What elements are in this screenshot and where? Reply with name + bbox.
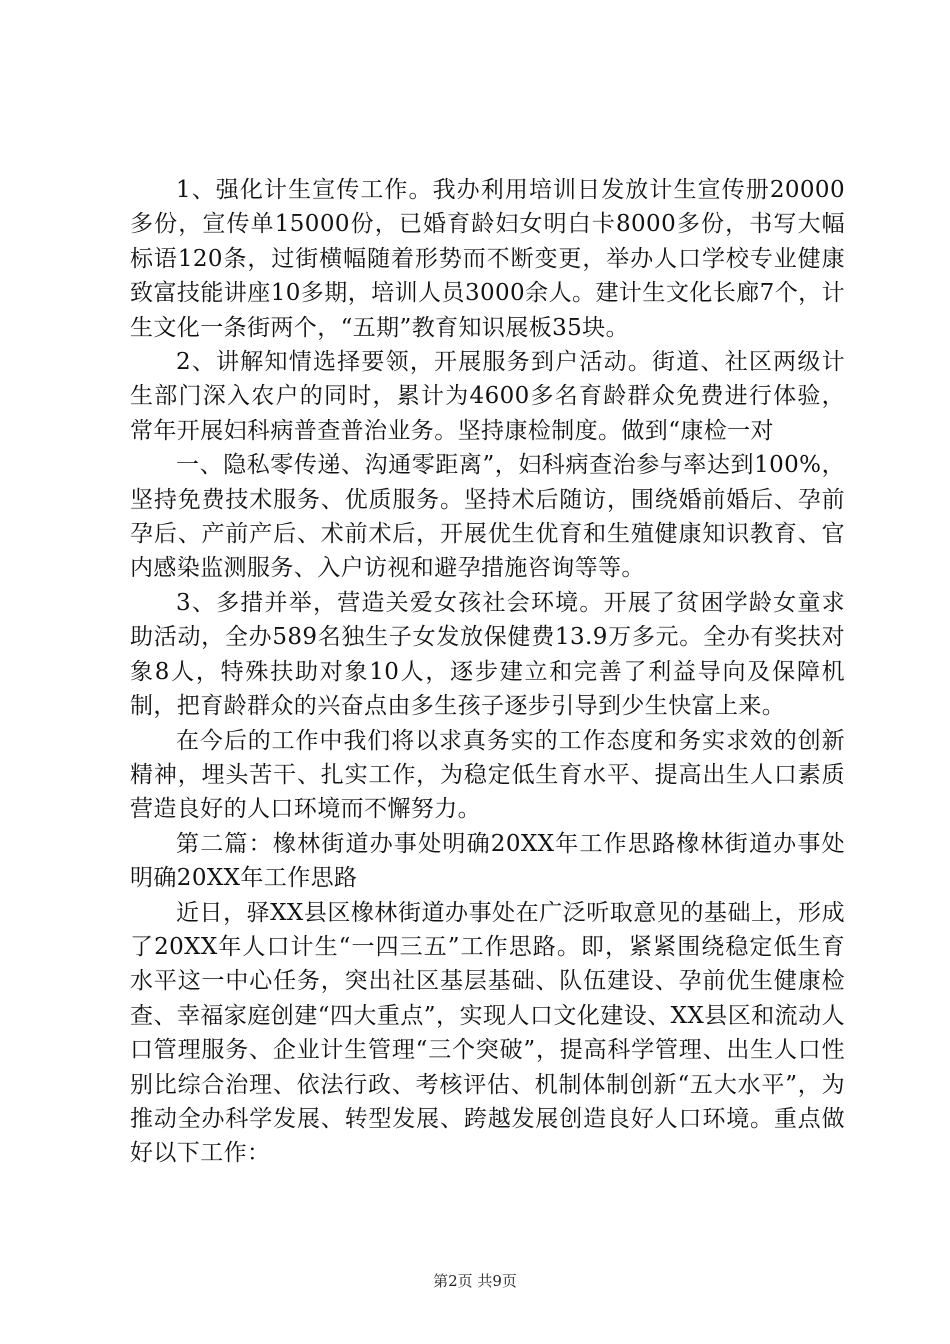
paragraph-publicity-work: 1、强化计生宣传工作。我办利用培训日发放计生宣传册20000多份，宣传单15000份，已婚育龄妇女明白卡8000多份，书写大幅标语120条，过街横幅随着形势而不断变更，举办人口学校专业健康致富技能讲座10多期，培训人员3000余人。建计生文化长廊7个，计生文化一条街两个，“五期”教育知识展板35块。: [130, 177, 845, 341]
paragraph-caring-for-girls: 3、多措并举，营造关爱女孩社会环境。开展了贫困学龄女童求助活动，全办589名独生子女发放保健费13.9万多元。全办有奖扶对象8人，特殊扶助对象10人，逐步建立和完善了利益导向及保障机制，把育龄群众的兴奋点由多生孩子逐步引导到少生快富上来。: [130, 589, 845, 720]
page-footer: 第2页 共9页: [433, 1272, 517, 1290]
document-body: [130, 173, 845, 1171]
paragraph-privacy-and-services: 一、隐私零传递、沟通零距离”，妇科病查治参与率达到100%，坚持免费技术服务、优质服务。坚持术后随访，围绕婚前婚后、孕前孕后、产前产后、术前术后，开展优生优育和生殖健康知识教育、官内感染监测服务、入户访视和避孕措施咨询等等。: [130, 452, 845, 582]
paragraph-work-plan: 近日，驿XX县区橡林街道办事处在广泛听取意见的基础上，形成了20XX年人口计生“一四三五”工作思路。即，紧紧围绕稳定低生育水平这一中心任务，突出社区基层基础、队伍建设、孕前优生健康检查、幸福家庭创建“四大重点”，实现人口文化建设、XX县区和流动人口管理服务、企业计生管理“三个突破”，提高科学管理、出生人口性别比综合治理、依法行政、考核评估、机制体制创新“五大水平”，为推动全办科学发展、转型发展、跨越发展创造良好人口环境。重点做好以下工作：: [130, 899, 845, 1167]
section-heading-part-two: 第二篇：橡林街道办事处明确20XX年工作思路橡林街道办事处明确20XX年工作思路: [130, 830, 845, 892]
paragraph-door-to-door-service: 2、讲解知情选择要领，开展服务到户活动。街道、社区两级计生部门深入农户的同时，累计为4600多名育龄群众免费进行体验，常年开展妇科病普查普治业务。坚持康检制度。做到“康检一对: [130, 349, 845, 444]
paragraph-future-work: 在今后的工作中我们将以求真务实的工作态度和务实求效的创新精神，埋头苦干、扎实工作，为稳定低生育水平、提高出生人口素质营造良好的人口环境而不懈努力。: [130, 727, 845, 823]
